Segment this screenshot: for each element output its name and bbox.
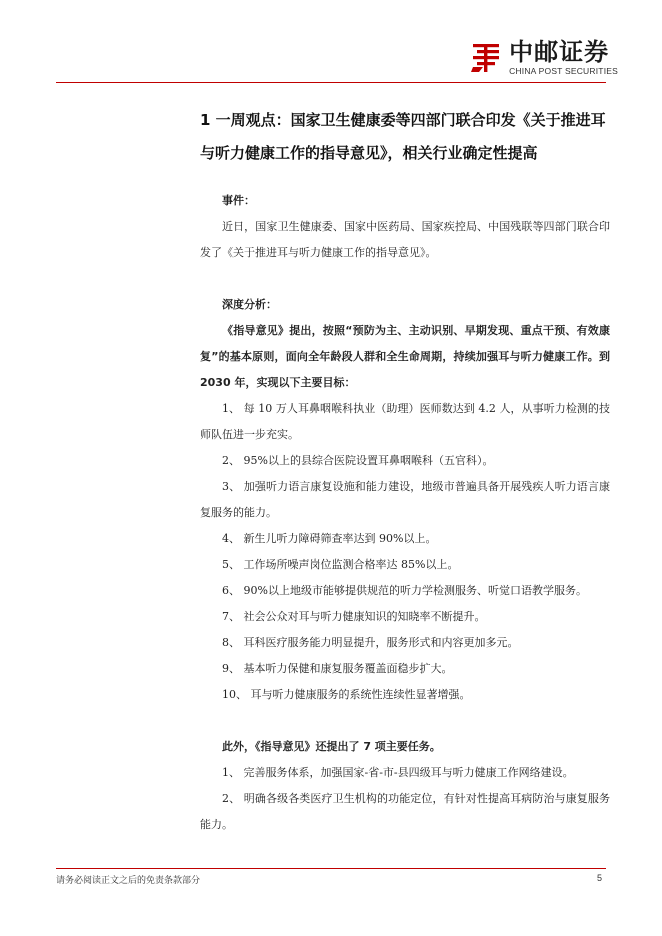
goal-item: 1、 每 10 万人耳鼻咽喉科执业（助理）医师数达到 4.2 人，从事听力检测的技师队伍进一步充实。 <box>200 402 610 441</box>
footer-disclaimer: 请务必阅读正文之后的免责条款部分 <box>56 876 201 886</box>
goal-item: 2、 95%以上的县综合医院设置耳鼻咽喉科（五官科）。 <box>222 454 494 467</box>
event-label: 事件： <box>222 194 255 207</box>
goal-item: 4、 新生儿听力障碍筛查率达到 90%以上。 <box>222 532 437 545</box>
tasks-intro: 此外，《指导意见》还提出了 7 项主要任务。 <box>222 740 441 753</box>
goal-item: 9、 基本听力保健和康复服务覆盖面稳步扩大。 <box>222 662 453 675</box>
goal-item: 5、 工作场所噪声岗位监测合格率达 85%以上。 <box>222 558 459 571</box>
page-number: 5 <box>596 873 602 883</box>
goal-item: 7、 社会公众对耳与听力健康知识的知晓率不断提升。 <box>222 610 486 623</box>
main-content <box>200 188 610 838</box>
task-item: 2、 明确各级各类医疗卫生机构的功能定位，有针对性提高耳病防治与康复服务能力。 <box>200 792 610 831</box>
goal-item: 10、 耳与听力健康服务的系统性连续性显著增强。 <box>222 688 471 701</box>
goal-item: 3、 加强听力语言康复设施和能力建设，地级市普遍具备开展残疾人听力语言康复服务的能力。 <box>200 480 610 519</box>
event-text: 近日，国家卫生健康委、国家中医药局、国家疾控局、中国残联等四部门联合印发了《关于推进耳与听力健康工作的指导意见》。 <box>200 220 610 259</box>
logo-chinese-name: 中邮证券 <box>509 38 610 66</box>
company-logo <box>469 38 618 76</box>
analysis-intro: 《指导意见》提出，按照“预防为主、主动识别、早期发现、重点干预、有效康复”的基本原则，面向全年龄段人群和全生命周期，持续加强耳与听力健康工作。到 2030 年，实现以下主要目标： <box>200 324 610 389</box>
section-title: 1 一周观点：国家卫生健康委等四部门联合印发《关于推进耳与听力健康工作的指导意见》，相关行业确定性提高 <box>200 111 606 162</box>
footer-divider <box>56 868 606 869</box>
logo-english-name: CHINA POST SECURITIES <box>509 66 618 76</box>
goal-item: 8、 耳科医疗服务能力明显提升，服务形式和内容更加多元。 <box>222 636 519 649</box>
task-item: 1、 完善服务体系，加强国家-省-市-县四级耳与听力健康工作网络建设。 <box>222 766 574 779</box>
header-divider <box>56 82 606 83</box>
china-post-logo-icon <box>469 40 503 74</box>
goal-item: 6、 90%以上地级市能够提供规范的听力学检测服务、听觉口语教学服务。 <box>222 584 587 597</box>
analysis-label: 深度分析： <box>222 298 277 311</box>
